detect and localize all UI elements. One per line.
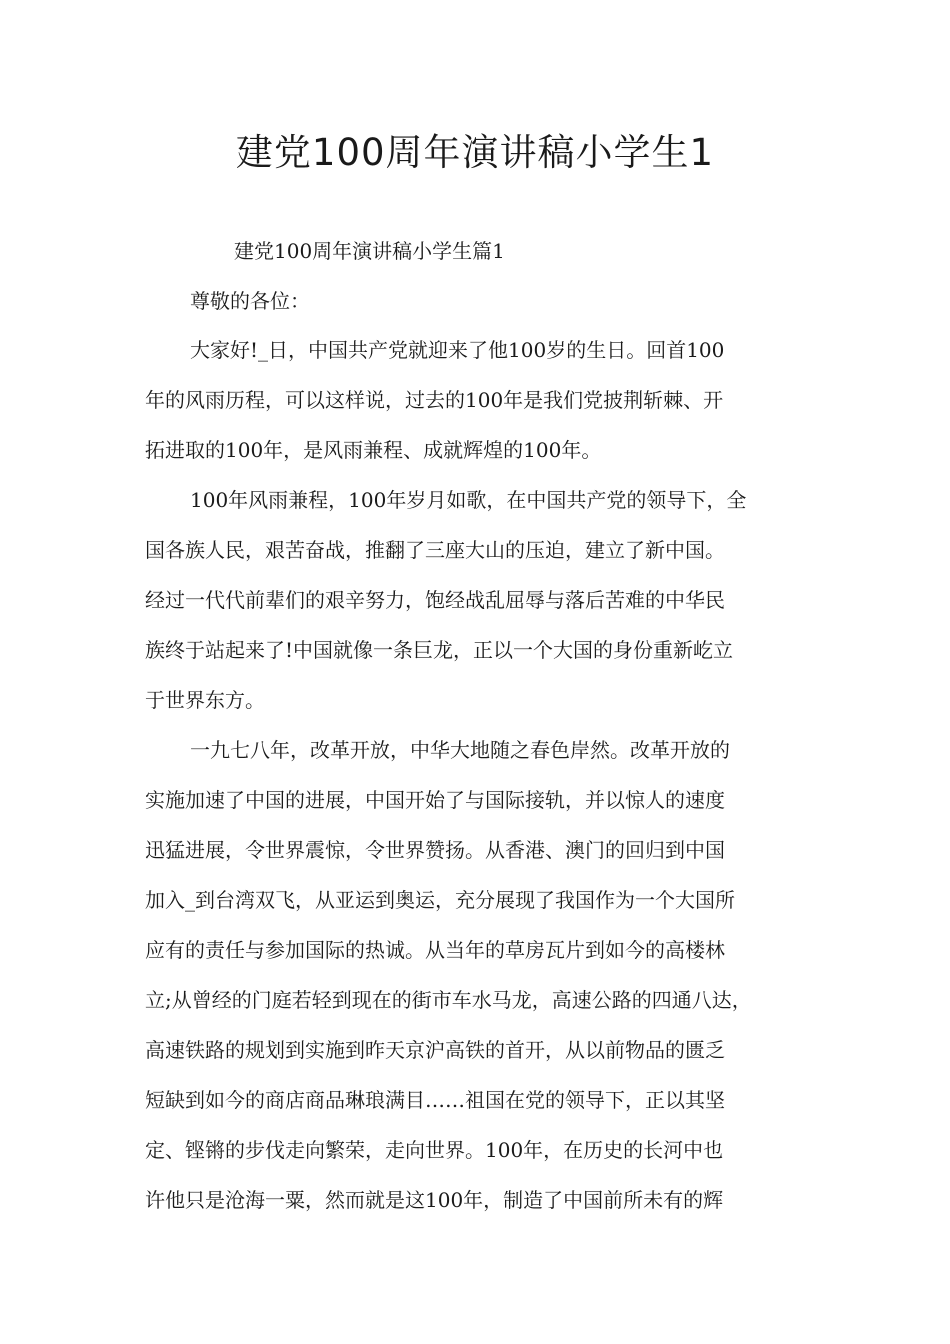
paragraph-line: 实施加速了中国的进展，中国开始了与国际接轨，并以惊人的速度 bbox=[145, 788, 725, 812]
paragraph-line: 一九七八年，改革开放，中华大地随之春色岸然。改革开放的 bbox=[190, 738, 730, 762]
paragraph-line: 年的风雨历程，可以这样说，过去的100年是我们党披荆斩棘、开 bbox=[145, 388, 724, 412]
paragraph-line: 拓进取的100年，是风雨兼程、成就辉煌的100年。 bbox=[145, 438, 602, 462]
paragraph-line: 加入_到台湾双飞，从亚运到奥运，充分展现了我国作为一个大国所 bbox=[145, 888, 735, 912]
paragraph-line: 经过一代代前辈们的艰辛努力，饱经战乱屈辱与落后苦难的中华民 bbox=[145, 588, 725, 612]
paragraph-line: 100年风雨兼程，100年岁月如歌，在中国共产党的领导下，全 bbox=[190, 488, 747, 512]
document-title: 建党100周年演讲稿小学生1 bbox=[235, 131, 715, 174]
paragraph-line: 国各族人民，艰苦奋战，推翻了三座大山的压迫，建立了新中国。 bbox=[145, 538, 725, 562]
paragraph-line: 迅猛进展，令世界震惊，令世界赞扬。从香港、澳门的回归到中国 bbox=[145, 838, 725, 862]
paragraph-line: 立;从曾经的门庭若轻到现在的街市车水马龙，高速公路的四通八达， bbox=[145, 988, 752, 1012]
paragraph-line: 定、铿锵的步伐走向繁荣，走向世界。100年，在历史的长河中也 bbox=[145, 1138, 724, 1162]
paragraph-line: 族终于站起来了!中国就像一条巨龙，正以一个大国的身份重新屹立 bbox=[145, 638, 734, 662]
paragraph-line: 应有的责任与参加国际的热诚。从当年的草房瓦片到如今的高楼林 bbox=[145, 938, 725, 962]
paragraph-3 bbox=[145, 725, 805, 1225]
document-subtitle: 建党100周年演讲稿小学生篇1 bbox=[234, 239, 505, 263]
paragraph-line: 短缺到如今的商店商品琳琅满目……祖国在党的领导下，正以其坚 bbox=[145, 1088, 725, 1112]
paragraph-1 bbox=[145, 325, 805, 475]
paragraph-line: 许他只是沧海一粟，然而就是这100年，制造了中国前所未有的辉 bbox=[145, 1188, 724, 1212]
paragraph-line: 于世界东方。 bbox=[145, 688, 265, 712]
paragraph-2 bbox=[145, 475, 805, 725]
salutation: 尊敬的各位： bbox=[190, 289, 310, 313]
paragraph-line: 大家好!_日，中国共产党就迎来了他100岁的生日。回首100 bbox=[190, 338, 725, 362]
paragraph-line: 高速铁路的规划到实施到昨天京沪高铁的首开，从以前物品的匮乏 bbox=[145, 1038, 725, 1062]
